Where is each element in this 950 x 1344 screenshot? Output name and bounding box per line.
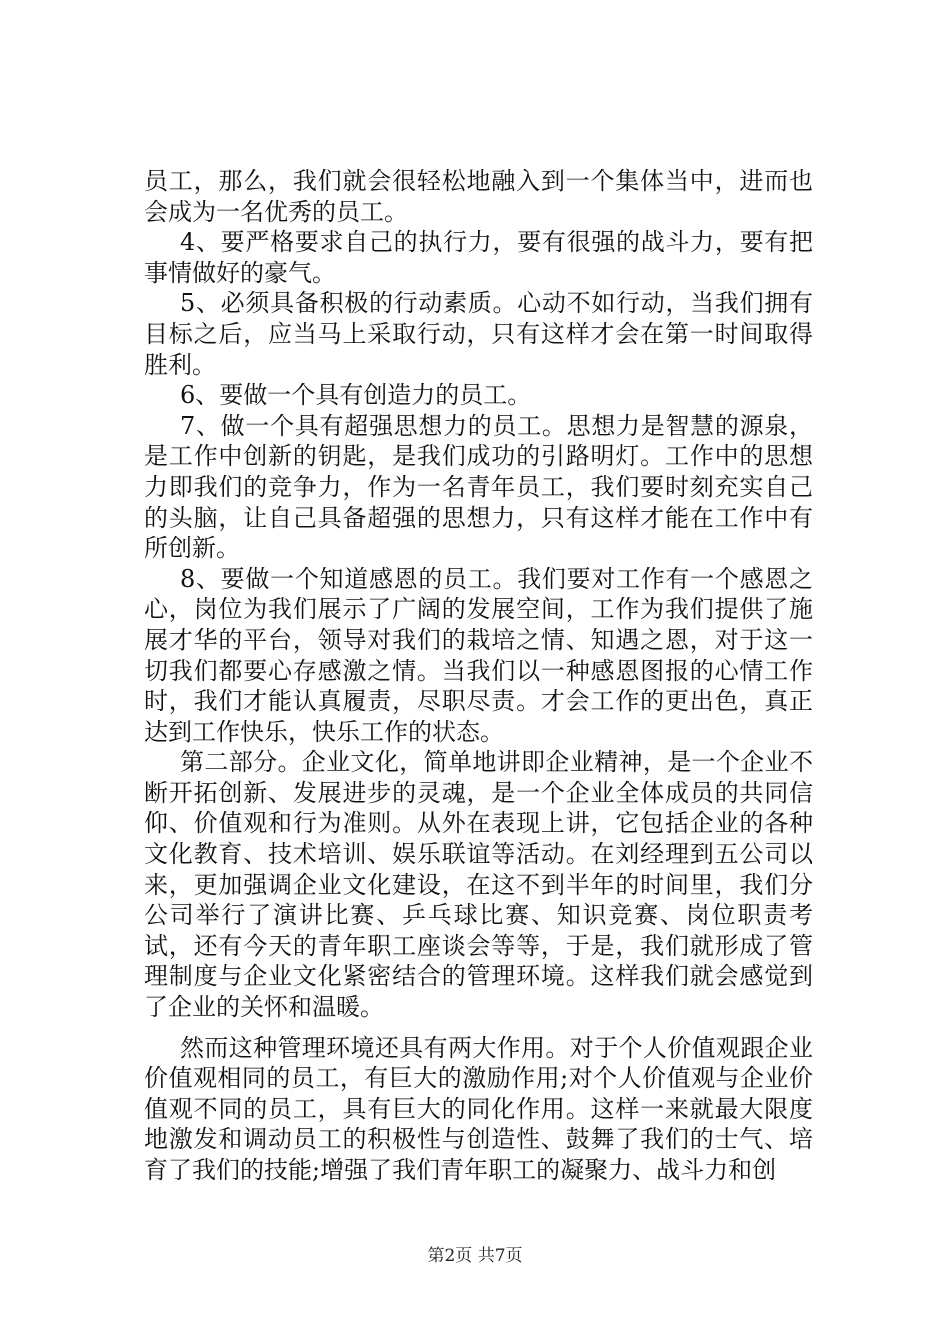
- paragraph-2: 4、要严格要求自己的执行力，要有很强的战斗力，要有把事情做好的豪气。: [144, 228, 813, 287]
- paragraph-1: 员工，那么，我们就会很轻松地融入到一个集体当中，进而也会成为一名优秀的员工。: [144, 167, 813, 226]
- paragraph-4: 6、要做一个具有创造力的员工。: [180, 381, 532, 410]
- page-number-footer: 第2页 共7页: [427, 1246, 523, 1266]
- paragraph-6: 8、要做一个知道感恩的员工。我们要对工作有一个感恩之心，岗位为我们展示了广阔的发展空间，工作为我们提供了施展才华的平台，领导对我们的栽培之情、知遇之恩，对于这一切我们都要心存感激之情。当我们以一种感恩图报的心情工作时，我们才能认真履责，尽职尽责。才会工作的更出色，真正达到工作快乐，快乐工作的状态。: [144, 564, 813, 746]
- paragraph-7: 第二部分。企业文化，简单地讲即企业精神，是一个企业不断开拓创新、发展进步的灵魂，是一个企业全体成员的共同信仰、价值观和行为准则。从外在表现上讲，它包括企业的各种文化教育、技术培训、娱乐联谊等活动。在刘经理到五公司以来，更加强调企业文化建设，在这不到半年的时间里，我们分公司举行了演讲比赛、乒乓球比赛、知识竞赛、岗位职责考试，还有今天的青年职工座谈会等等，于是，我们就形成了管理制度与企业文化紧密结合的管理环境。这样我们就会感觉到了企业的关怀和温暖。: [144, 748, 813, 1022]
- paragraph-8: 然而这种管理环境还具有两大作用。对于个人价值观跟企业价值观相同的员工，有巨大的激励作用;对个人价值观与企业价值观不同的员工，具有巨大的同化作用。这样一来就最大限度地激发和调动员工的积极性与创造性、鼓舞了我们的士气、培育了我们的技能;增强了我们青年职工的凝聚力、战斗力和创: [144, 1033, 813, 1184]
- document-body: [144, 166, 813, 1186]
- paragraph-3: 5、必须具备积极的行动素质。心动不如行动，当我们拥有目标之后，应当马上采取行动，只有这样才会在第一时间取得胜利。: [144, 289, 813, 379]
- paragraph-5: 7、做一个具有超强思想力的员工。思想力是智慧的源泉，是工作中创新的钥匙，是我们成功的引路明灯。工作中的思想力即我们的竞争力，作为一名青年员工，我们要时刻充实自己的头脑，让自己具备超强的思想力，只有这样才能在工作中有所创新。: [144, 411, 813, 563]
